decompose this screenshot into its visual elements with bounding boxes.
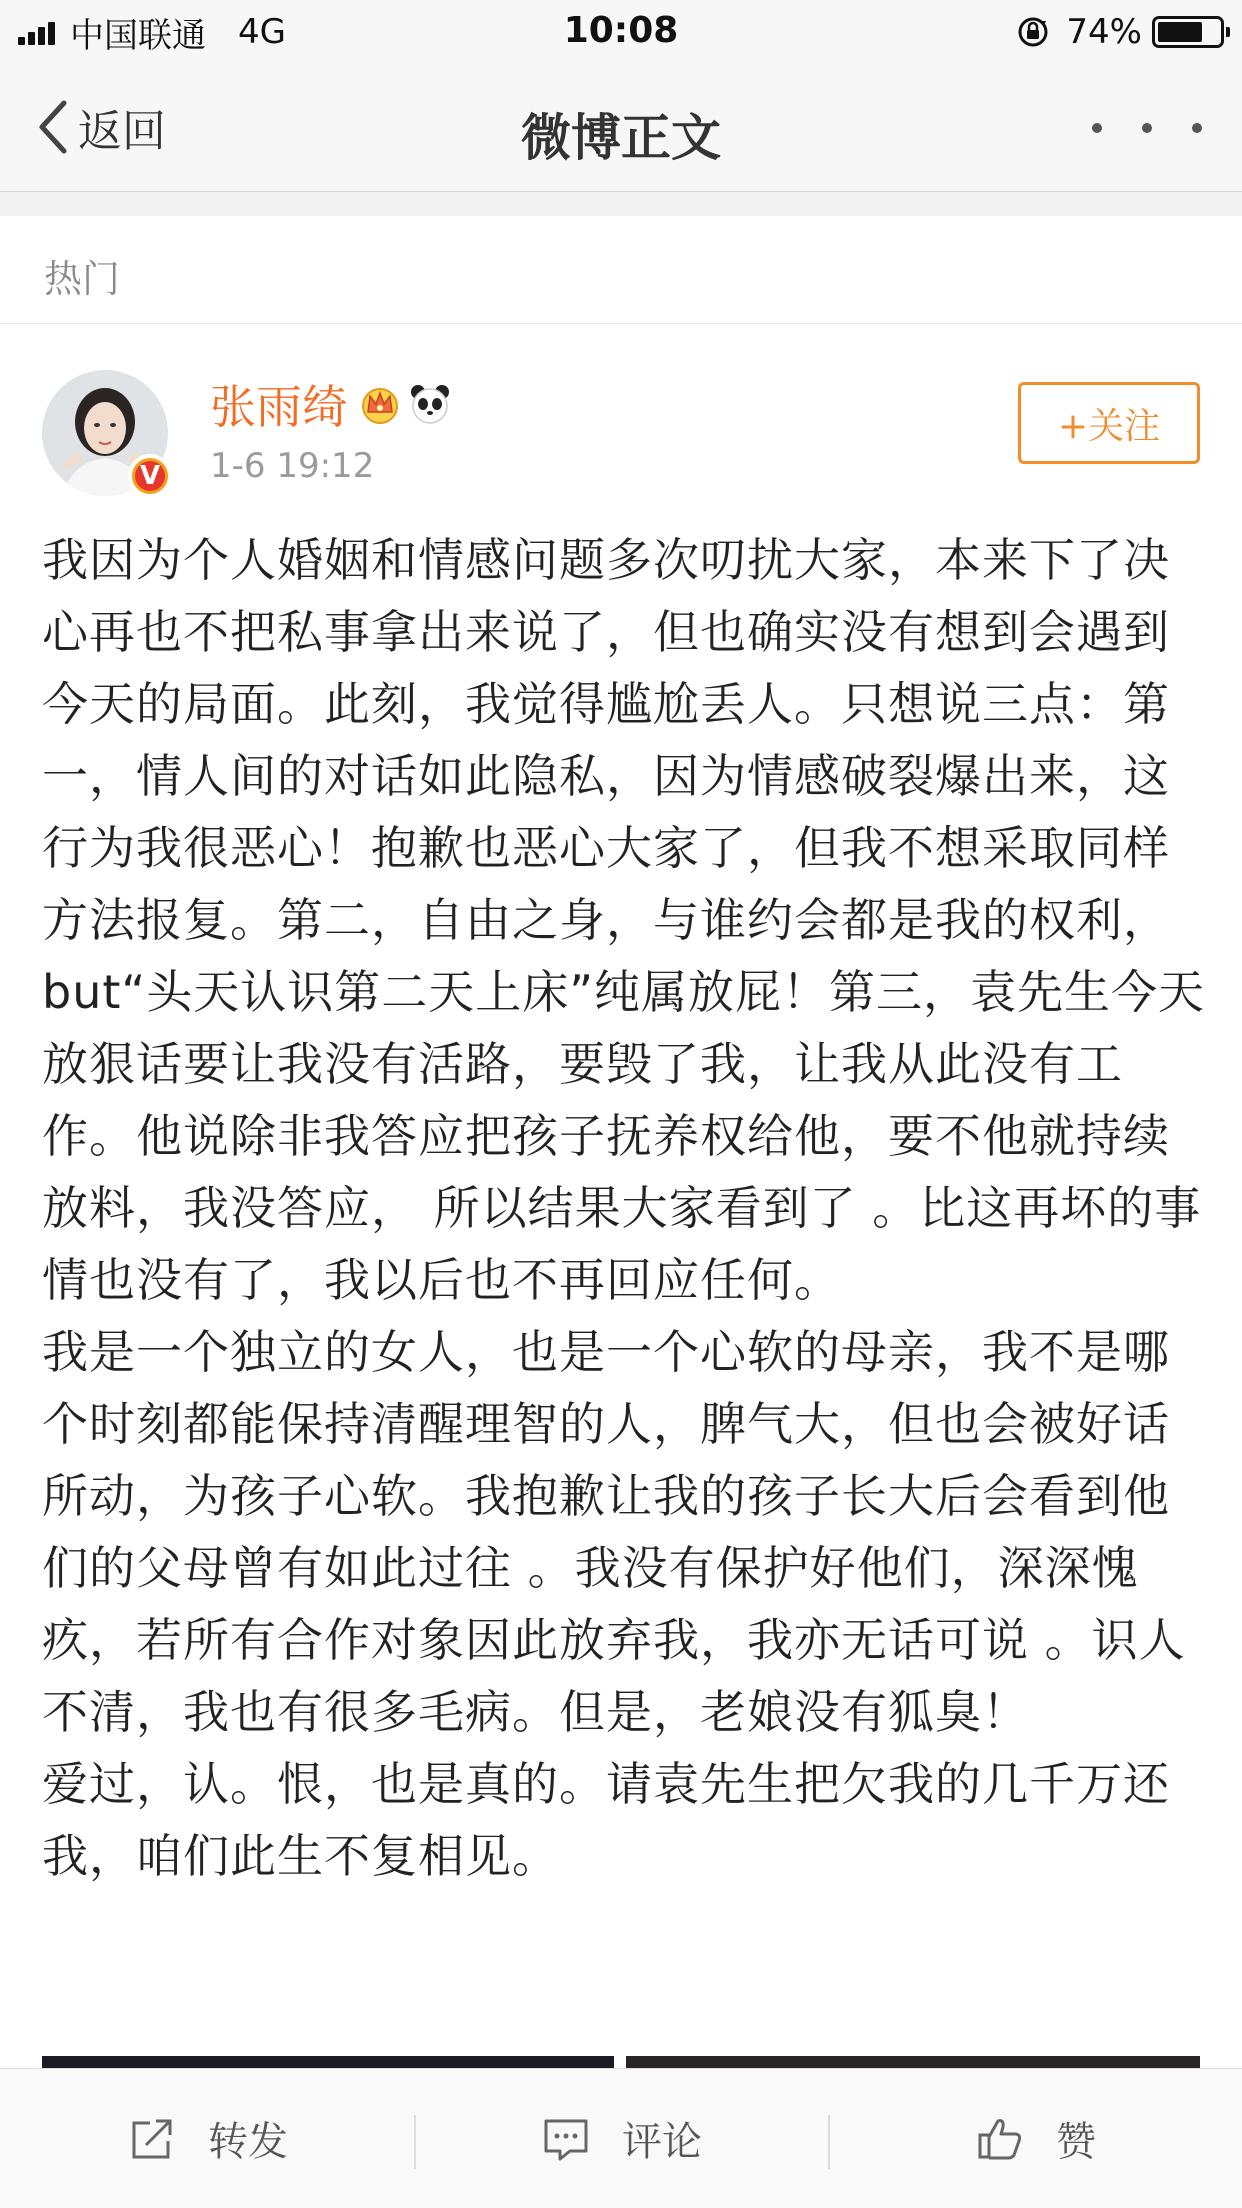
post-paragraph: 爱过，认。恨，也是真的。请袁先生把欠我的几千万还我，咱们此生不复相见。 <box>42 1757 1170 1883</box>
more-icon[interactable] <box>1092 110 1202 146</box>
toolbar-divider <box>414 2115 416 2169</box>
follow-button[interactable]: +关注 <box>1018 382 1200 464</box>
battery-icon <box>1152 16 1224 48</box>
battery-percent: 74% <box>1066 12 1142 52</box>
avatar[interactable] <box>42 370 168 496</box>
repost-icon <box>126 2113 178 2165</box>
like-button[interactable] <box>828 2069 1242 2208</box>
back-label: 返回 <box>78 106 166 157</box>
comment-label: 评论 <box>622 2119 702 2165</box>
section-header <box>0 216 1242 324</box>
username-row <box>210 374 452 434</box>
like-icon <box>974 2113 1026 2165</box>
status-time: 10:08 <box>563 10 679 51</box>
post-image-2[interactable] <box>626 2056 1200 2068</box>
page-title: 微博正文 <box>521 109 721 167</box>
comment-button[interactable] <box>414 2069 828 2208</box>
like-label: 赞 <box>1056 2119 1096 2165</box>
comment-icon <box>540 2113 592 2165</box>
post-paragraph: 我因为个人婚姻和情感问题多次叨扰大家，本来下了决心再也不把私事拿出来说了，但也确实没有想到会遇到今天的局面。此刻，我觉得尴尬丢人。只想说三点：第一，情人间的对话如此隐私，因为情感破裂爆出来，这行为我很恶心！抱歉也恶心大家了，但我不想采取同样方法报复。第二，自由之身，与谁约会都是我的权利，but“头天认识第二天上床”纯属放屁！第三，袁先生今天放狠话要让我没有活路，要毁了我，让我从此没有工作。他说除非我答应把孩子抚养权给他，要不他就持续放料，我没答应， 所以结果大家看到了 。比这再坏的事情也没有了，我以后也不再回应任何。 <box>42 533 1206 1307</box>
section-gap <box>0 192 1242 216</box>
status-bar <box>0 0 1242 62</box>
post-image-1[interactable] <box>42 2056 614 2068</box>
repost-label: 转发 <box>208 2119 288 2165</box>
post-time: 1-6 19:12 <box>210 446 375 486</box>
post-paragraph: 我是一个独立的女人，也是一个心软的母亲，我不是哪个时刻都能保持清醒理智的人，脾气大，但也会被好话所动，为孩子心软。我抱歉让我的孩子长大后会看到他们的父母曾有如此过往 。我没有保护好他们，深深愧疚，若所有合作对象因此放弃我，我亦无话可说 。识人不清，我也有很多毛病。但是，老娘没有狐臭！ <box>42 1325 1186 1739</box>
bottom-toolbar <box>0 2068 1242 2208</box>
section-label: 热门 <box>44 257 121 301</box>
panda-icon <box>408 382 452 426</box>
battery-fill <box>1158 22 1202 42</box>
post-body <box>42 524 1210 1892</box>
repost-button[interactable] <box>0 2069 414 2208</box>
carrier-name: 中国联通 <box>70 15 206 56</box>
verified-icon: V <box>128 454 172 498</box>
toolbar-divider <box>828 2115 830 2169</box>
username[interactable]: 张雨绮 <box>210 380 348 434</box>
status-right <box>1016 12 1224 52</box>
lock-rotation-icon <box>1016 15 1050 49</box>
nav-bar <box>0 62 1242 192</box>
crown-icon <box>358 382 402 426</box>
network-type: 4G <box>238 12 286 52</box>
